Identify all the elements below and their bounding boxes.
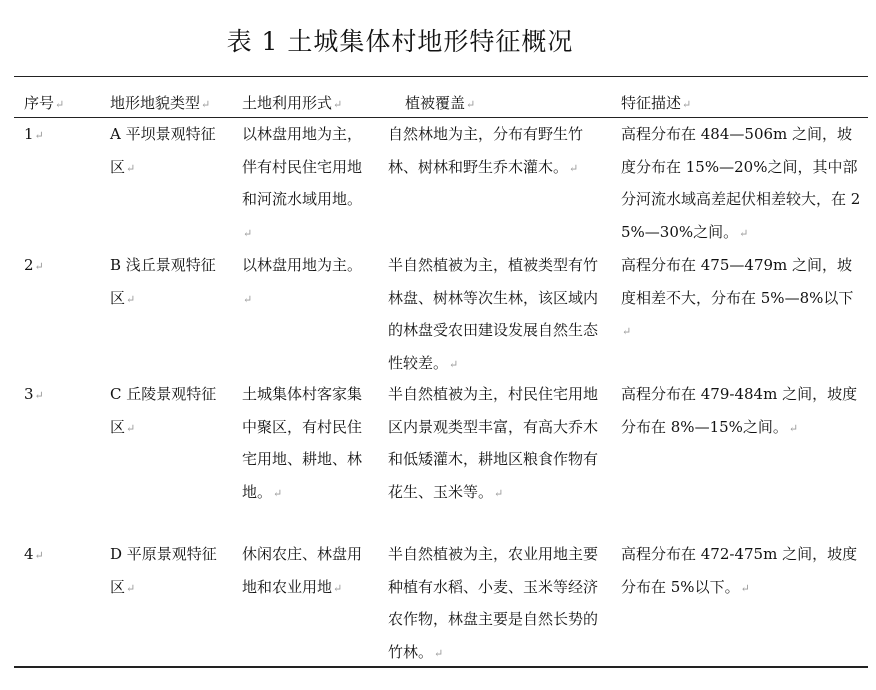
row-1-land-use: 以林盘用地为主，伴有村民住宅用地和河流水域用地。↵ bbox=[242, 125, 363, 240]
row-4-description: 高程分布在 472-475m 之间，坡度分布在 5%以下。↵ bbox=[621, 545, 858, 596]
row-3-vegetation: 半自然植被为主，村民住宅用地区内景观类型丰富，有高大乔木和低矮灌木，耕地区粮食作物有花生、玉米等。↵ bbox=[388, 385, 599, 501]
header-description: 特征描述↵ bbox=[621, 94, 692, 112]
row-3-land-use: 土城集体村客家集中聚区，有村民住宅用地、耕地、林地。↵ bbox=[242, 385, 363, 501]
row-1-type: A 平坝景观特征区↵ bbox=[110, 125, 216, 176]
header-number: 序号↵ bbox=[24, 94, 65, 112]
table-top-rule bbox=[14, 76, 868, 77]
row-2-number: 2↵ bbox=[24, 256, 44, 274]
row-1-vegetation: 自然林地为主，分布有野生竹林、树林和野生乔木灌木。↵ bbox=[388, 125, 584, 176]
header-vegetation: 植被覆盖↵ bbox=[405, 94, 476, 112]
header-land-use: 土地利用形式↵ bbox=[242, 94, 343, 112]
row-4-type: D 平原景观特征区↵ bbox=[110, 545, 217, 596]
table-title: 表 1 土城集体村地形特征概况 bbox=[226, 27, 574, 56]
row-4-land-use: 休闲农庄、林盘用地和农业用地↵ bbox=[242, 545, 363, 596]
row-1-number: 1↵ bbox=[24, 125, 44, 143]
row-3-description: 高程分布在 479-484m 之间，坡度分布在 8%—15%之间。↵ bbox=[621, 385, 858, 436]
row-2-description: 高程分布在 475—479m 之间，坡度相差不大，分布在 5%—8%以下↵ bbox=[621, 256, 854, 338]
row-4-number: 4↵ bbox=[24, 545, 44, 563]
row-3-number: 3↵ bbox=[24, 385, 44, 403]
row-4-vegetation: 半自然植被为主，农业用地主要种植有水稻、小麦、玉米等经济农作物，林盘主要是自然长势的竹林。↵ bbox=[388, 545, 599, 661]
row-3-type: C 丘陵景观特征区↵ bbox=[110, 385, 217, 436]
row-1-description: 高程分布在 484—506m 之间，坡度分布在 15%—20%之间，其中部分河流水域高差起伏相差较大，在 25%—30%之间。↵ bbox=[621, 125, 861, 241]
row-2-land-use: 以林盘用地为主。↵ bbox=[242, 256, 363, 306]
row-2-type: B 浅丘景观特征区↵ bbox=[110, 256, 216, 307]
header-terrain-type: 地形地貌类型↵ bbox=[110, 94, 211, 112]
row-2-vegetation: 半自然植被为主，植被类型有竹林盘、树林等次生林，该区域内的林盘受农田建设发展自然生态性较差。↵ bbox=[388, 256, 599, 372]
